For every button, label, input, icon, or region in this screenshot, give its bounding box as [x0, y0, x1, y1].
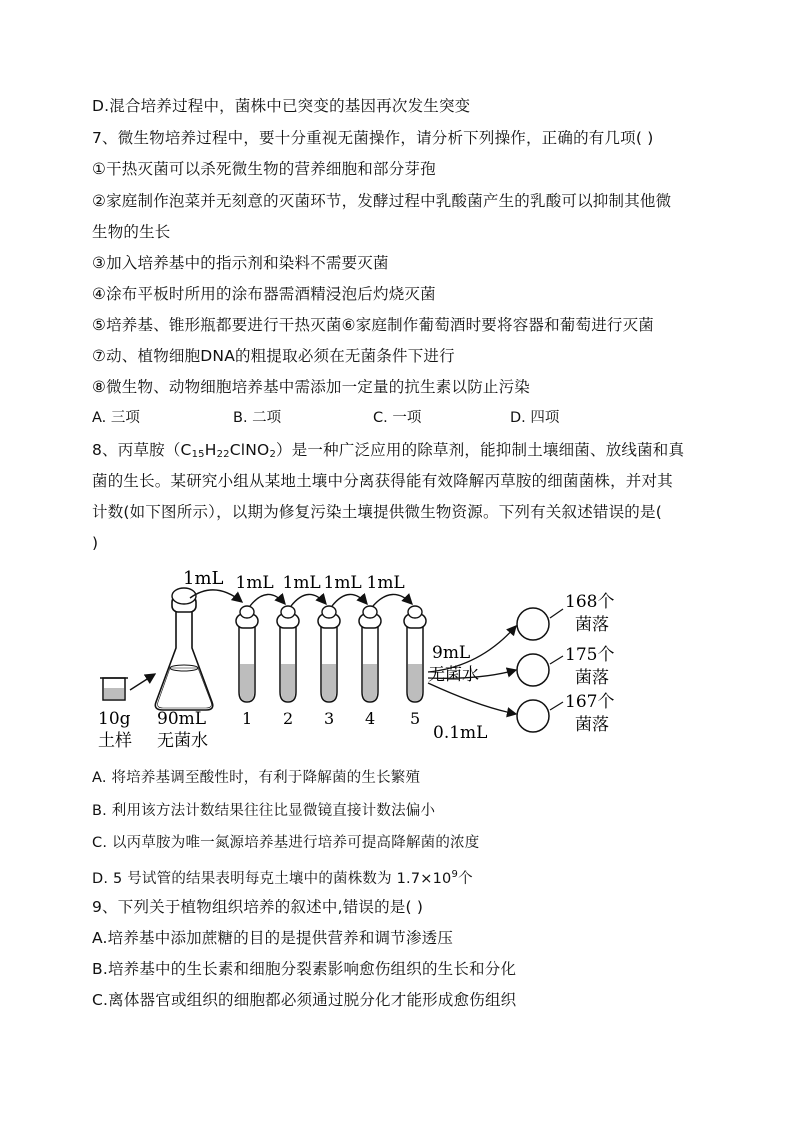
petri-dish-3: [517, 700, 549, 732]
d-previous-option: D.混合培养过程中，菌株中已突变的基因再次发生突变: [92, 97, 471, 115]
first-transfer-label: 1mL: [183, 568, 224, 589]
transfer-arrow-1: [250, 594, 285, 606]
question-8-line-4: ): [92, 534, 99, 552]
colony-count-1: 168个: [565, 592, 615, 612]
q7-statement-5-6: ⑤培养基、锥形瓶都要进行干热灭菌⑥家庭制作葡萄酒时要将容器和葡萄进行灭菌: [92, 316, 654, 334]
test-tube-5: [404, 606, 426, 702]
q7-statement-7: ⑦动、植物细胞DNA的粗提取必须在无菌条件下进行: [92, 347, 455, 365]
test-tube-1: [236, 606, 258, 702]
transfer-arrow-4: [373, 594, 412, 606]
water-volume-label: 9mL: [432, 643, 471, 663]
colony-label-1: 菌落: [575, 615, 609, 635]
dilution-figure: [0, 562, 794, 762]
q9-option-a: A.培养基中添加蔗糖的目的是提供营养和调节渗透压: [92, 929, 454, 947]
flask-volume-label: 90mL: [157, 709, 207, 729]
soil-mass-label: 10g: [98, 709, 131, 729]
petri-dish-1: [517, 608, 549, 640]
plating-volume-label: 0.1mL: [433, 723, 488, 743]
soil-beaker-icon: [100, 678, 128, 700]
tube-number-1: 1: [242, 709, 253, 728]
q9-option-b: B.培养基中的生长素和细胞分裂素影响愈伤组织的生长和分化: [92, 960, 517, 978]
question-8-line-3: 计数(如下图所示），以期为修复污染土壤提供微生物资源。下列有关叙述错误的是(: [92, 503, 662, 521]
flask-water-label: 无菌水: [157, 731, 208, 751]
q7-statement-1: ①干热灭菌可以杀死微生物的营养细胞和部分芽孢: [92, 160, 436, 178]
transfer-arrow-3: [332, 594, 367, 606]
colony-label-3: 菌落: [575, 715, 609, 735]
flask-to-tube1-arrow: [190, 590, 242, 602]
test-tube-2: [277, 606, 299, 702]
tube-number-4: 4: [365, 709, 376, 728]
q8-option-c: C. 以丙草胺为唯一氮源培养基进行培养可提高降解菌的浓度: [92, 835, 480, 851]
q7-statement-2-cont: 生物的生长: [92, 223, 171, 241]
tube-number-2: 2: [283, 709, 294, 728]
transfer-arrow-2: [291, 594, 326, 606]
q7-statement-8: ⑧微生物、动物细胞培养基中需添加一定量的抗生素以防止污染: [92, 378, 530, 396]
colony-count-2: 175个: [565, 645, 615, 665]
dish-1-pointer: [550, 609, 563, 618]
question-8-line-1: 8、丙草胺$(C_{15}H_{22}ClNO_2)$是一种广泛应用的除草剂，能抑制土壤细菌、放线菌和真: [92, 441, 685, 460]
soil-label: 土样: [98, 731, 132, 751]
test-tube-4: [359, 606, 381, 702]
q8-option-d: D. 5 号试管的结果表明每克土壤中的菌株数为 $1.7\times 10^9$个: [92, 869, 473, 887]
q7-statement-3: ③加入培养基中的指示剂和染料不需要灭菌: [92, 254, 389, 272]
q7-option-d: D. 四项: [510, 410, 560, 426]
water-label: 无菌水: [428, 665, 479, 685]
plate-arrow-3: [428, 683, 516, 714]
transfer-label-4: 1mL: [366, 573, 405, 593]
tube-number-3: 3: [324, 709, 335, 728]
dish-2-pointer: [550, 656, 563, 664]
flask-icon: [155, 588, 212, 710]
q7-option-c: C. 一项: [373, 410, 422, 426]
question-7-stem: 7、微生物培养过程中，要十分重视无菌操作，请分析下列操作，正确的有几项( ): [92, 129, 654, 147]
q8-option-b: B. 利用该方法计数结果往往比显微镜直接计数法偏小: [92, 803, 436, 819]
transfer-label-3: 1mL: [323, 573, 362, 593]
q9-option-c: C.离体器官或组织的细胞都必须通过脱分化才能形成愈伤组织: [92, 991, 517, 1009]
transfer-label-1: 1mL: [235, 573, 274, 593]
q8-option-a: A. 将培养基调至酸性时，有利于降解菌的生长繁殖: [92, 770, 421, 786]
q7-option-a: A. 三项: [92, 410, 140, 426]
petri-dish-2: [517, 654, 549, 686]
beaker-to-flask-arrow: [130, 674, 155, 690]
q7-option-b: B. 二项: [233, 410, 282, 426]
colony-label-2: 菌落: [575, 668, 609, 688]
question-9-stem: 9、下列关于植物组织培养的叙述中,错误的是( ): [92, 898, 424, 916]
transfer-label-2: 1mL: [282, 573, 321, 593]
colony-count-3: 167个: [565, 692, 615, 712]
dish-3-pointer: [550, 702, 563, 710]
tube-number-5: 5: [410, 709, 421, 728]
question-8-line-2: 菌的生长。某研究小组从某地土壤中分离获得能有效降解丙草胺的细菌菌株，并对其: [92, 472, 673, 490]
test-tube-3: [318, 606, 340, 702]
q7-statement-4: ④涂布平板时所用的涂布器需酒精浸泡后灼烧灭菌: [92, 285, 436, 303]
q7-statement-2: ②家庭制作泡菜并无刻意的灭菌环节，发酵过程中乳酸菌产生的乳酸可以抑制其他微: [92, 192, 672, 210]
